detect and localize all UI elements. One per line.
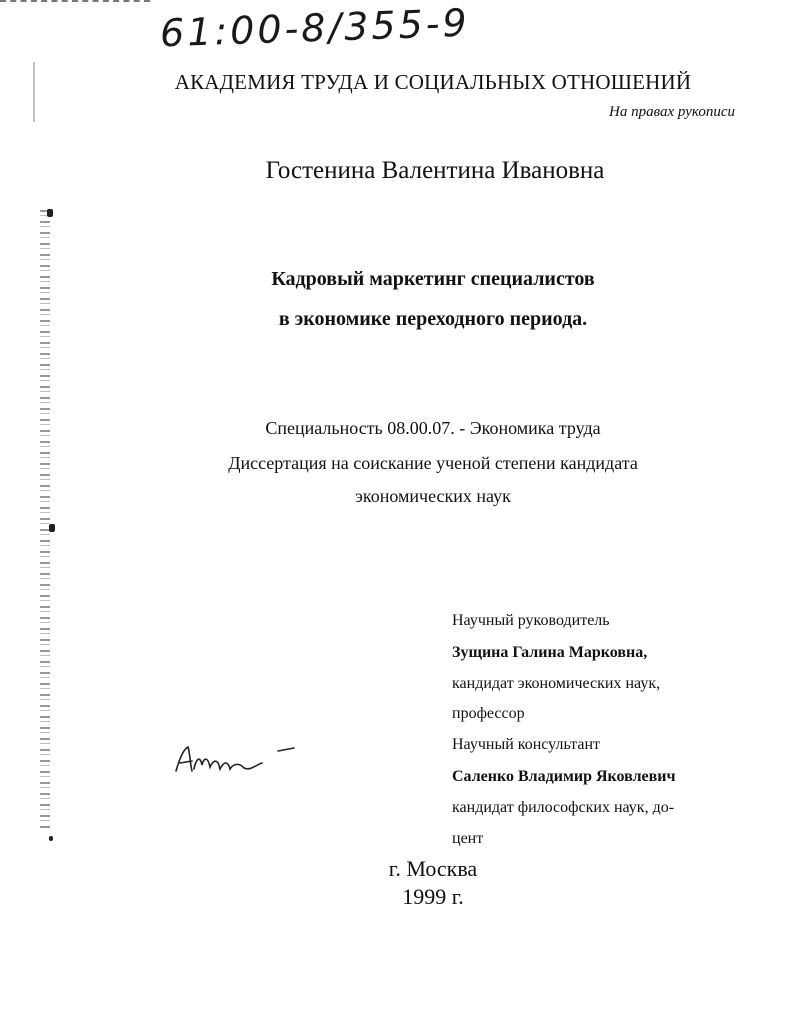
scan-dot	[49, 524, 55, 532]
degree-line-1: Диссертация на соискание ученой степени кандидата	[228, 453, 638, 473]
rights-note: На правах рукописи	[609, 104, 735, 120]
archive-code: 61:00-8/355-9	[159, 0, 471, 56]
consultant-degree-line-1: кандидат философских наук, до-	[452, 799, 675, 816]
consultant-role: Научный консультант	[452, 736, 600, 753]
author-name: Гостенина Валентина Ивановна	[265, 157, 605, 184]
consultant-degree-line-2: цент	[452, 830, 484, 847]
scan-dot	[47, 209, 53, 217]
city: г. Москва	[388, 856, 478, 881]
advisor-title: профессор	[452, 705, 525, 722]
scan-dot	[49, 836, 53, 841]
year: 1999 г.	[402, 884, 464, 909]
handwritten-signature	[170, 735, 310, 785]
title-line-2: в экономике переходного периода.	[278, 308, 588, 330]
scan-top-mark	[0, 0, 150, 5]
advisor-role: Научный руководитель	[452, 612, 610, 629]
advisor-degree: кандидат экономических наук,	[452, 675, 661, 692]
title-line-1: Кадровый маркетинг специалистов	[271, 268, 595, 290]
advisor-name: Зущина Галина Марковна,	[452, 644, 648, 661]
specialty: Специальность 08.00.07. - Экономика труда	[265, 418, 601, 438]
institution-name: АКАДЕМИЯ ТРУДА И СОЦИАЛЬНЫХ ОТНОШЕНИЙ	[174, 70, 692, 94]
binding-edge	[40, 210, 50, 830]
consultant-name: Саленко Владимир Яковлевич	[452, 768, 676, 785]
degree-line-2: экономических наук	[355, 486, 511, 506]
